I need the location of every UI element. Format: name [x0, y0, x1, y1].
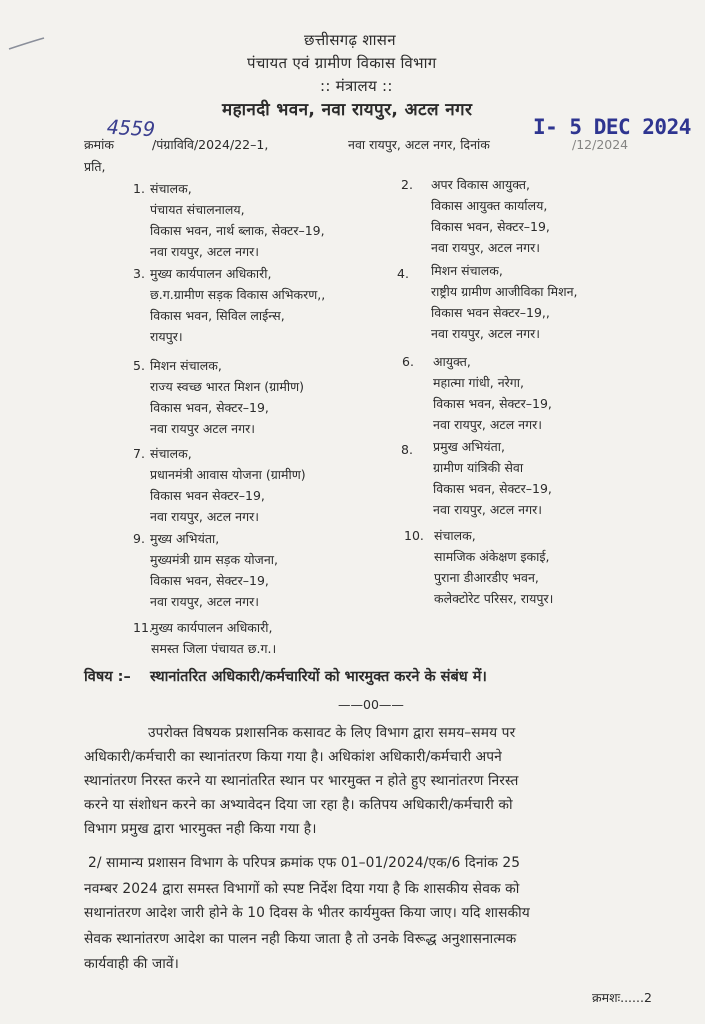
addressee-number: 5. — [133, 358, 145, 373]
addressee-line: विकास भवन, सेक्टर–19, — [431, 219, 550, 234]
addressee-line: सामजिक अंकेक्षण इकाई, — [434, 549, 550, 564]
addressee-line: छ.ग.ग्रामीण सड़क विकास अभिकरण,, — [150, 287, 326, 302]
subject-text: स्थानांतरित अधिकारी/कर्मचारियों को भारमुक्त करने के संबंध में। — [150, 669, 487, 685]
addressee-line: संचालक, — [434, 528, 476, 543]
prati-label: प्रति, — [84, 159, 106, 174]
addressee-line: विकास भवन, सेक्टर–19, — [433, 481, 552, 496]
department-name: पंचायत एवं ग्रामीण विकास विभाग — [247, 54, 437, 72]
ministry-label: :: मंत्रालय :: — [320, 77, 393, 95]
addressee-line: नवा रायपुर, अटल नगर। — [433, 502, 542, 517]
addressee-line: विकास भवन सेक्टर–19, — [150, 488, 265, 503]
addressee-line: प्रमुख अभियंता, — [433, 439, 505, 454]
paragraph-line: स्थानांतरण निरस्त करने या स्थानांतरित स्थान पर भारमुक्त न होते हुए स्थानांतरण निरस्त — [84, 773, 519, 789]
paragraph-line: विभाग प्रमुख द्वारा भारमुक्त नही किया गया है। — [84, 821, 317, 837]
paragraph-line: नवम्बर 2024 द्वारा समस्त विभागों को स्पष्ट निर्देश दिया गया है कि शासकीय सेवक को — [84, 881, 520, 897]
addressee-number: 11. — [133, 620, 153, 635]
addressee-number: 7. — [133, 446, 145, 461]
paragraph-line: करने या संशोधन करने का अभ्यावेदन दिया जा रहा है। कतिपय अधिकारी/कर्मचारी को — [84, 797, 513, 813]
addressee-line: अपर विकास आयुक्त, — [431, 177, 531, 192]
addressee-line: नवा रायपुर, अटल नगर। — [431, 326, 540, 341]
addressee-line: नवा रायपुर, अटल नगर। — [150, 594, 259, 609]
addressee-line: मुख्य कार्यपालन अधिकारी, — [150, 266, 272, 281]
addressee-line: मिशन संचालक, — [150, 358, 222, 373]
addressee-line: आयुक्त, — [433, 354, 471, 369]
addressee-line: विकास भवन, सेक्टर–19, — [150, 400, 269, 415]
addressee-line: महात्मा गांधी, नरेगा, — [433, 375, 524, 390]
addressee-line: पुराना डीआरडीए भवन, — [434, 570, 539, 585]
addressee-number: 9. — [133, 531, 145, 546]
addressee-line: विकास भवन, सिविल लाईन्स, — [150, 308, 285, 323]
continued-marker: क्रमशः......2 — [592, 990, 652, 1005]
addressee-line: संचालक, — [150, 181, 192, 196]
paragraph-line: 2/ सामान्य प्रशासन विभाग के परिपत्र क्रमांक एफ 01–01/2024/एक/6 दिनांक 25 — [88, 855, 521, 871]
addressee-number: 3. — [133, 266, 145, 281]
addressee-line: ग्रामीण यांत्रिकी सेवा — [433, 460, 524, 475]
addressee-number: 6. — [402, 354, 414, 369]
handwritten-number: 4559 — [106, 114, 156, 142]
paragraph-line: उपरोक्त विषयक प्रशासनिक कसावट के लिए विभाग द्वारा समय–समय पर — [148, 725, 516, 741]
addressee-line: कलेक्टोरेट परिसर, रायपुर। — [434, 591, 554, 606]
addressee-line: समस्त जिला पंचायत छ.ग.। — [151, 641, 277, 656]
pen-mark — [8, 36, 46, 52]
office-address: महानदी भवन, नवा रायपुर, अटल नगर — [222, 100, 473, 120]
addressee-line: रायपुर। — [150, 329, 183, 344]
addressee-number: 10. — [404, 528, 424, 543]
separator: ——00—— — [338, 697, 404, 712]
addressee-line: नवा रायपुर, अटल नगर। — [150, 244, 259, 259]
addressee-line: पंचायत संचालनालय, — [150, 202, 245, 217]
addressee-line: नवा रायपुर, अटल नगर। — [431, 240, 540, 255]
paragraph-line: कार्यवाही की जावें। — [84, 956, 179, 972]
subject-label: विषय :– — [84, 669, 131, 685]
addressee-line: मुख्यमंत्री ग्राम सड़क योजना, — [150, 552, 278, 567]
addressee-number: 1. — [133, 181, 145, 196]
addressee-line: मिशन संचालक, — [431, 263, 503, 278]
addressee-line: नवा रायपुर, अटल नगर। — [433, 417, 542, 432]
date-stamp: I- 5 DEC 2024 — [533, 115, 691, 139]
place-date-label: नवा रायपुर, अटल नगर, दिनांक — [348, 137, 490, 152]
addressee-line: विकास भवन सेक्टर–19,, — [431, 305, 550, 320]
addressee-number: 2. — [401, 177, 413, 192]
addressee-line: नवा रायपुर, अटल नगर। — [150, 509, 259, 524]
paragraph-line: सेवक स्थानांतरण आदेश का पालन नही किया जाता है तो उनके विरूद्ध अनुशासनात्मक — [84, 931, 517, 947]
government-name: छत्तीसगढ़ शासन — [304, 31, 396, 49]
addressee-line: प्रधानमंत्री आवास योजना (ग्रामीण) — [150, 467, 306, 482]
addressee-line: मुख्य अभियंता, — [150, 531, 220, 546]
addressee-line: नवा रायपुर अटल नगर। — [150, 421, 256, 436]
file-number: /पंग्राविवि/2024/22–1, — [152, 137, 269, 152]
paragraph-line: अधिकारी/कर्मचारी का स्थानांतरण किया गया है। अधिकांश अधिकारी/कर्मचारी अपने — [84, 749, 502, 765]
addressee-line: मुख्य कार्यपालन अधिकारी, — [151, 620, 273, 635]
addressee-line: विकास भवन, नार्थ ब्लाक, सेक्टर–19, — [150, 223, 325, 238]
ref-label: क्रमांक — [84, 137, 114, 152]
addressee-line: राष्ट्रीय ग्रामीण आजीविका मिशन, — [431, 284, 578, 299]
addressee-number: 4. — [397, 266, 409, 281]
paragraph-line: सथानांतरण आदेश जारी होने के 10 दिवस के भीतर कार्यमुक्त किया जाए। यदि शासकीय — [84, 905, 530, 921]
addressee-line: राज्य स्वच्छ भारत मिशन (ग्रामीण) — [150, 379, 305, 394]
printed-date: /12/2024 — [572, 137, 629, 152]
addressee-line: संचालक, — [150, 446, 192, 461]
addressee-line: विकास भवन, सेक्टर–19, — [433, 396, 552, 411]
addressee-number: 8. — [401, 442, 413, 457]
addressee-line: विकास भवन, सेक्टर–19, — [150, 573, 269, 588]
addressee-line: विकास आयुक्त कार्यालय, — [431, 198, 548, 213]
